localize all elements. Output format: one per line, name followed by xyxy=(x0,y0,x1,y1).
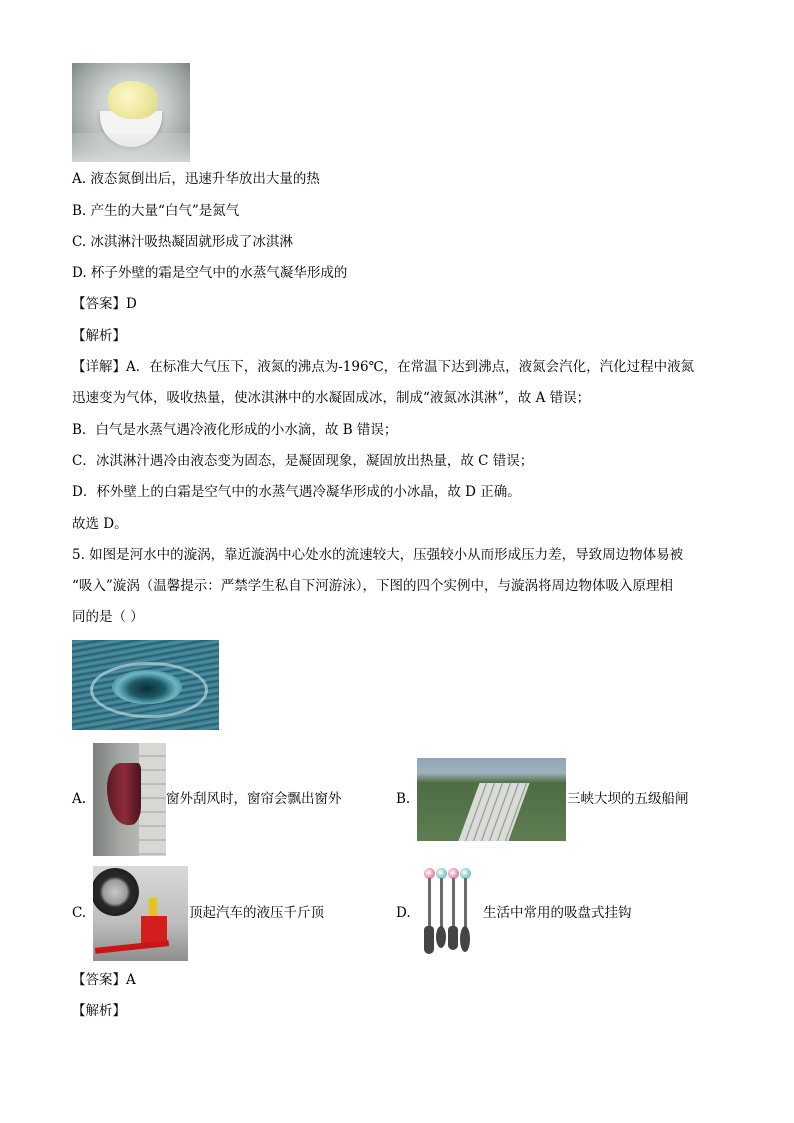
suction-hook-image xyxy=(418,866,480,958)
q5-stem-line-2: “吸入”漩涡（温馨提示：严禁学生私自下河游泳），下图的四个实例中，与漩涡将周边物体吸入原理相 xyxy=(72,578,674,594)
q4-option-a: A. 液态氮倒出后，迅速升华放出大量的热 xyxy=(72,171,320,187)
q5-option-b-text: 三峡大坝的五级船闸 xyxy=(567,791,689,807)
q4-analysis-label: 【解析】 xyxy=(72,328,126,344)
q5-option-a-text: 窗外刮风时，窗帘会飘出窗外 xyxy=(166,791,342,807)
q5-option-d-text: 生活中常用的吸盘式挂钩 xyxy=(483,905,632,921)
q5-option-a-letter: A. xyxy=(72,791,87,807)
q5-analysis-label: 【解析】 xyxy=(72,1003,126,1019)
q4-option-d: D. 杯子外壁的霜是空气中的水蒸气凝华形成的 xyxy=(72,265,348,281)
whirlpool-image xyxy=(72,640,219,730)
q5-option-b-letter: B. xyxy=(396,791,411,807)
q5-answer: 【答案】A xyxy=(72,972,136,988)
q4-conclusion: 故选 D。 xyxy=(72,516,128,532)
q5-option-d-letter: D. xyxy=(396,905,411,921)
q4-option-b: B. 产生的大量“白气”是氮气 xyxy=(72,203,240,219)
q4-detail-line-3: B．白气是水蒸气遇冷液化形成的小水滴，故 B 错误； xyxy=(72,422,398,438)
ship-lock-image xyxy=(417,758,566,841)
hydraulic-jack-image xyxy=(93,866,188,961)
q5-option-c-letter: C. xyxy=(72,905,87,921)
q4-detail-line-4: C．冰淇淋汁遇冷由液态变为固态，是凝固现象，凝固放出热量，故 C 错误； xyxy=(72,453,534,469)
liquid-nitrogen-ice-cream-image xyxy=(72,63,190,162)
q4-answer: 【答案】D xyxy=(72,296,137,312)
curtain-window-image xyxy=(93,743,166,856)
q5-option-c-text: 顶起汽车的液压千斤顶 xyxy=(189,905,324,921)
q4-option-c: C. 冰淇淋汁吸热凝固就形成了冰淇淋 xyxy=(72,234,293,250)
q4-detail-line-2: 迅速变为气体，吸收热量，使冰淇淋中的水凝固成冰，制成“液氮冰淇淋”，故 A 错误； xyxy=(72,390,591,406)
q5-stem-line-3: 同的是（ ） xyxy=(72,609,144,625)
q5-stem-line-1: 5. 如图是河水中的漩涡，靠近漩涡中心处水的流速较大，压强较小从而形成压力差，导致周边物体易被 xyxy=(72,547,684,563)
q4-detail-line-5: D．杯外壁上的白霜是空气中的水蒸气遇冷凝华形成的小冰晶，故 D 正确。 xyxy=(72,484,521,500)
q4-detail-line-1: 【详解】A．在标准大气压下，液氮的沸点为-196℃，在常温下达到沸点，液氮会汽化，汽化过程中液氮 xyxy=(72,359,695,375)
